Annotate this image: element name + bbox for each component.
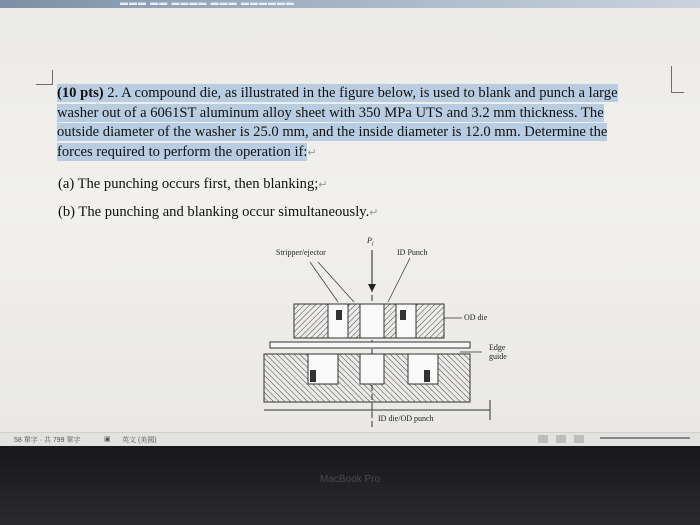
question-points: (10 pts)	[57, 85, 104, 101]
proofing-icon[interactable]: ▣	[104, 436, 111, 443]
question-number: 2.	[107, 85, 119, 101]
id-punch-label: ID Punch	[397, 248, 428, 257]
question-line-4: forces required to perform the operation if:	[57, 143, 308, 160]
stripper-ejector-label: Stripper/ejector	[276, 248, 326, 257]
print-layout-icon[interactable]	[556, 435, 566, 443]
word-count-status[interactable]: 58 單字 · 共 799 單字	[14, 437, 81, 444]
view-layout-icon[interactable]	[538, 435, 548, 443]
part-a-text[interactable]: (a) The punching occurs first, then blanking;↵	[58, 176, 328, 192]
laptop-bezel	[0, 446, 700, 525]
guide-label: guide	[489, 352, 507, 361]
word-status-bar	[0, 432, 700, 447]
laptop-brand-label: MacBook Pro	[319, 474, 381, 485]
web-layout-icon[interactable]	[574, 435, 584, 443]
part-b-text[interactable]: (b) The punching and blanking occur simultaneously.↵	[58, 204, 379, 220]
id-die-od-punch-label: ID die/OD punch	[378, 414, 434, 423]
pi-label: $P_i$	[367, 236, 374, 248]
paragraph-mark-icon: ↵	[318, 179, 328, 191]
compound-die-figure	[260, 230, 530, 430]
paragraph-mark-icon: ↵	[307, 146, 317, 159]
photo-top-edge	[0, 0, 700, 8]
language-status[interactable]: 英文 (美國)	[122, 437, 157, 444]
question-paragraph[interactable]	[57, 84, 675, 163]
compound-die-diagram	[260, 230, 530, 430]
question-highlight	[57, 84, 618, 161]
question-line-3: outside diameter of the washer is 25.0 mm, and the inside diameter is 12.0 mm. Determine the	[57, 124, 608, 141]
paragraph-mark-icon: ↵	[369, 207, 379, 219]
question-line-1: A compound die, as illustrated in the figure below, is used to blank and punch a large	[121, 85, 618, 101]
question-line-2: washer out of a 6061ST aluminum alloy sheet with 350 MPa UTS and 3.2 mm thickness. The	[57, 104, 604, 121]
edge-label: Edge	[489, 343, 506, 352]
blurred-ribbon-text: ▬▬▬ ▬▬ ▬▬▬▬ ▬▬▬ ▬▬▬▬▬▬	[120, 0, 295, 7]
margin-corner-mark-left	[36, 70, 53, 85]
zoom-slider[interactable]	[600, 437, 690, 439]
od-die-label: OD die	[464, 313, 488, 322]
